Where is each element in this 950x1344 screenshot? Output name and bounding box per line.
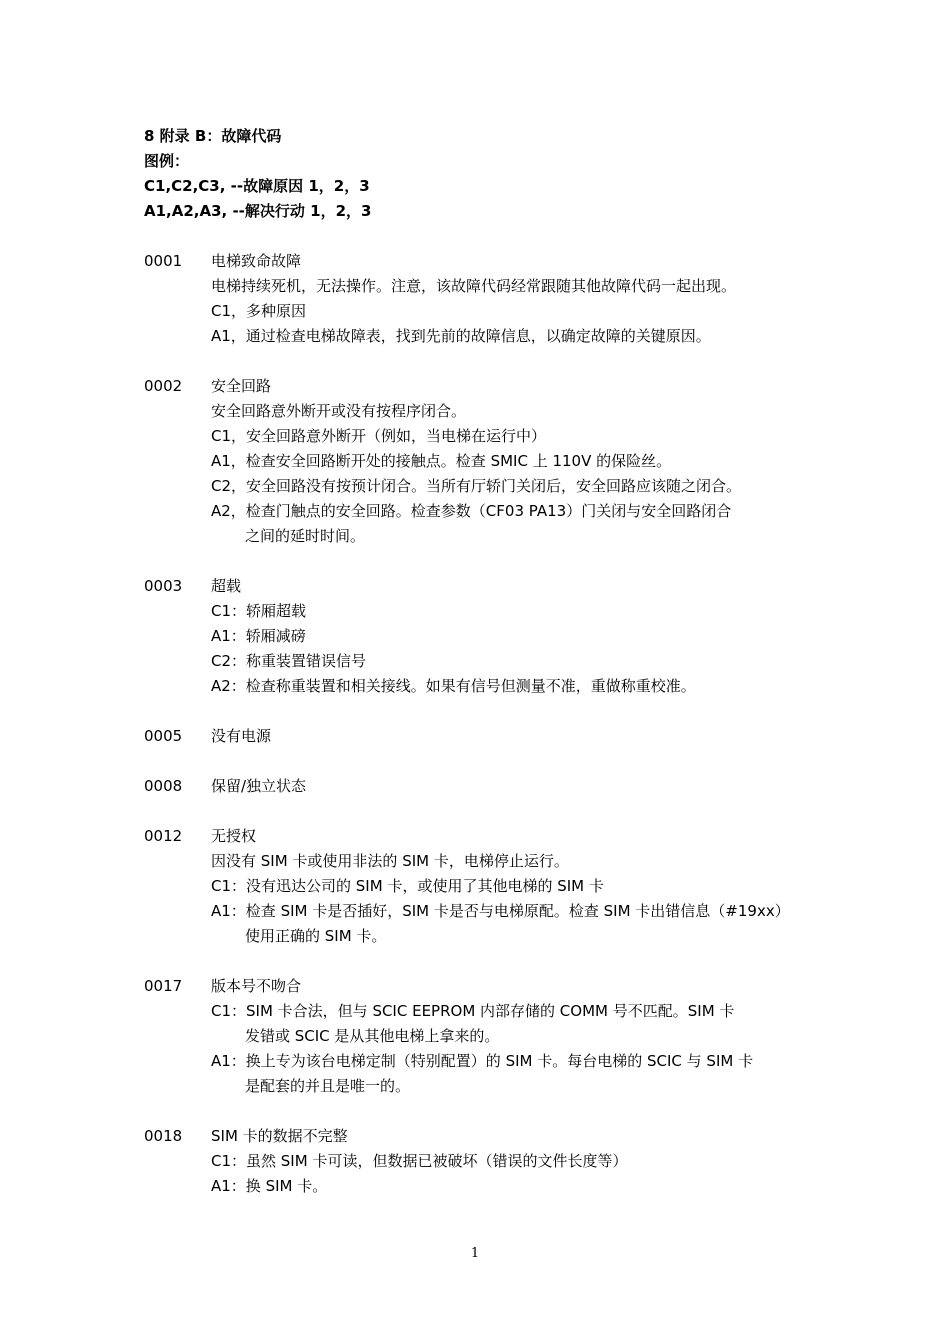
fault-title: SIM 卡的数据不完整 [211, 1127, 348, 1145]
fault-description [211, 249, 824, 349]
fault-title: 超载 [211, 577, 242, 595]
fault-title: 无授权 [211, 827, 257, 845]
fault-cause: C1：虽然 SIM 卡可读，但数据已被破坏（错误的文件长度等） [211, 1152, 628, 1170]
fault-detail: 因没有 SIM 卡或使用非法的 SIM 卡，电梯停止运行。 [211, 852, 569, 870]
fault-title: 保留/独立状态 [211, 777, 307, 795]
fault-code: 0005 [144, 727, 183, 745]
legend-label: 图例： [144, 152, 190, 170]
fault-code-list [144, 249, 824, 1224]
fault-action-continued: 是配套的并且是唯一的。 [245, 1077, 411, 1095]
fault-action: A2：检查称重装置和相关接线。如果有信号但测量不准，重做称重校准。 [211, 677, 696, 695]
fault-description [211, 1124, 824, 1199]
fault-code: 0018 [144, 1127, 183, 1145]
fault-description [211, 824, 824, 949]
fault-cause-continued: 发错或 SCIC 是从其他电梯上拿来的。 [245, 1027, 500, 1045]
fault-code: 0001 [144, 252, 183, 270]
fault-cause: C1：SIM 卡合法，但与 SCIC EEPROM 内部存储的 COMM 号不匹配。SIM 卡 [211, 1002, 735, 1020]
fault-action-continued: 之间的延时时间。 [245, 527, 366, 545]
fault-title: 电梯致命故障 [211, 252, 302, 270]
fault-cause: C2，安全回路没有按预计闭合。当所有厅轿门关闭后，安全回路应该随之闭合。 [211, 477, 742, 495]
fault-action: A1，通过检查电梯故障表，找到先前的故障信息，以确定故障的关键原因。 [211, 327, 711, 345]
fault-entry-0018 [144, 1124, 824, 1199]
fault-code: 0008 [144, 777, 183, 795]
fault-entry-0005 [144, 724, 824, 749]
fault-cause: C1，多种原因 [211, 302, 307, 320]
fault-entry-0012 [144, 824, 824, 949]
fault-action: A1：轿厢减磅 [211, 627, 306, 645]
fault-description [211, 724, 824, 749]
fault-detail: 安全回路意外断开或没有按程序闭合。 [211, 402, 467, 420]
fault-entry-0008 [144, 774, 824, 799]
fault-title: 没有电源 [211, 727, 272, 745]
legend-actions: A1,A2,A3, --解决行动 1，2，3 [144, 202, 372, 220]
fault-code: 0012 [144, 827, 183, 845]
fault-cause: C2：称重装置错误信号 [211, 652, 367, 670]
fault-entry-0017 [144, 974, 824, 1099]
fault-description [211, 374, 824, 549]
fault-action: A2，检查门触点的安全回路。检查参数（CF03 PA13）门关闭与安全回路闭合 [211, 502, 732, 520]
fault-title: 版本号不吻合 [211, 977, 302, 995]
fault-entry-0002 [144, 374, 824, 549]
fault-entry-0001 [144, 249, 824, 349]
fault-action: A1：换 SIM 卡。 [211, 1177, 328, 1195]
appendix-header [144, 124, 371, 224]
page-number: 1 [470, 1246, 480, 1261]
fault-detail: 电梯持续死机，无法操作。注意，该故障代码经常跟随其他故障代码一起出现。 [211, 277, 737, 295]
fault-code: 0017 [144, 977, 183, 995]
appendix-title: 8 附录 B：故障代码 [144, 127, 282, 145]
fault-title: 安全回路 [211, 377, 272, 395]
fault-action-continued: 使用正确的 SIM 卡。 [245, 927, 387, 945]
fault-cause: C1：轿厢超载 [211, 602, 307, 620]
fault-cause: C1，安全回路意外断开（例如，当电梯在运行中） [211, 427, 547, 445]
legend-causes: C1,C2,C3, --故障原因 1，2，3 [144, 177, 370, 195]
fault-description [211, 574, 824, 699]
fault-code: 0002 [144, 377, 183, 395]
fault-entry-0003 [144, 574, 824, 699]
fault-code: 0003 [144, 577, 183, 595]
fault-cause: C1：没有迅达公司的 SIM 卡，或使用了其他电梯的 SIM 卡 [211, 877, 604, 895]
fault-action: A1：换上专为该台电梯定制（特别配置）的 SIM 卡。每台电梯的 SCIC 与 SIM 卡 [211, 1052, 754, 1070]
fault-action: A1，检查安全回路断开处的接触点。检查 SMIC 上 110V 的保险丝。 [211, 452, 672, 470]
fault-description [211, 974, 824, 1099]
fault-description [211, 774, 824, 799]
fault-action: A1：检查 SIM 卡是否插好，SIM 卡是否与电梯原配。检查 SIM 卡出错信息（#19xx） [211, 902, 790, 920]
